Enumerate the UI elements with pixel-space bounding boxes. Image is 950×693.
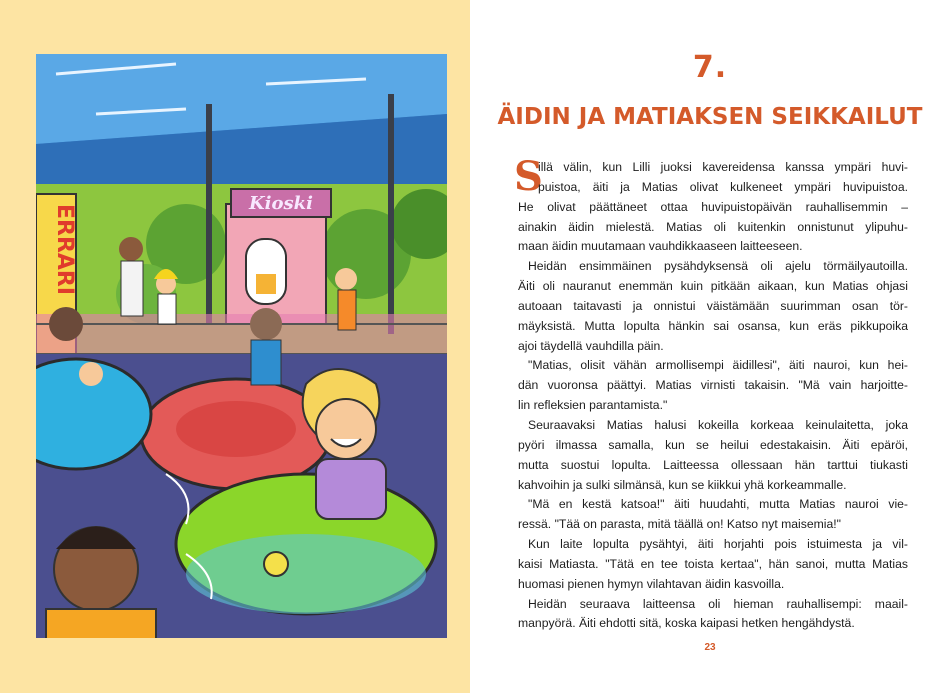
chapter-number: 7. (692, 50, 728, 85)
text-line: puistoa, äiti ja Matias olivat kulkeneet ympäri huvipuistoa. (538, 179, 908, 194)
drop-cap: S (514, 153, 543, 200)
text-line: pyöri ilmassa samalla, kun se heilui edestakaisin. Äiti epäröi, (518, 437, 908, 452)
text-line: manpyörä. Äiti ehdotti sitä, koska kaipasi hetken hengähdystä. (518, 616, 855, 631)
text-line: "Mä en kestä katsoa!" äiti huudahti, mutta Matias nauroi vie- (528, 497, 908, 512)
text-line: kahvoihin ja sulki silmänsä, kun se kiikkui yhä korkeammalle. (518, 477, 847, 492)
text-line: ressä. "Tää on parasta, mitä täällä on! Katso nyt maisemia!" (518, 517, 841, 532)
text-line: autoaan taitavasti ja onnistui väistämään suurimman osan tör- (518, 298, 908, 313)
text-line: mutta suostui lopulta. Laitteessa ollessaan hän tarttui tiukasti (518, 457, 908, 472)
illustration-art (36, 54, 447, 638)
text-line: dän vuoronsa päättyi. Matias virnisti takaisin. "Mä vain harjoitte- (518, 378, 908, 393)
chapter-body (518, 158, 908, 634)
bumper-cars-illustration (36, 54, 447, 638)
chapter-title: ÄIDIN JA MATIAKSEN SEIKKAILUT (497, 104, 923, 130)
right-page (470, 0, 950, 693)
ferrari-sign: ERRARI (52, 204, 77, 296)
text-line: Heidän seuraava laitteensa oli hieman rauhallisempi: maail- (528, 596, 908, 611)
text-line: "Matias, olisit vähän armollisempi äidillesi", äiti nauroi, kun hei- (528, 358, 908, 373)
text-line: ainakin äidin mielestä. Matias oli kuitenkin onnistunut ylipuhu- (518, 219, 908, 234)
text-line: Seuraavaksi Matias halusi kokeilla korkeaa keinulaitetta, joka (528, 417, 908, 432)
text-line: He olivat päättäneet ottaa huvipuistopäivän rauhallisemmin – (518, 199, 908, 214)
text-line: Kun laite lopulta pysähtyi, äiti horjahti pois istuimesta ja vil- (528, 537, 908, 552)
text-line: kaisi Matiasta. "Tätä en tee toista kertaa", hän sanoi, mutta Matias (518, 556, 908, 571)
page-number: 23 (704, 642, 716, 653)
text-line: Heidän ensimmäinen pysähdyksensä oli ajelu törmäilyautoilla. (528, 259, 908, 274)
text-line: Äiti oli nauranut enemmän kuin pitkään aikaan, kun Matias ohjasi (518, 279, 908, 294)
text-line: maan äidin muutamaan vauhdikkaaseen laitteeseen. (518, 239, 803, 254)
text-line: illä välin, kun Lilli juoksi kavereidensa kanssa ympäri huvi- (538, 160, 908, 174)
text-line: lin refleksien parantamista." (518, 398, 668, 413)
text-line: mäyksistä. Mutta lopulta hänkin sai osansa, kun eräs pikkupoika (518, 318, 908, 333)
text-line: ajoi täydellä vauhdilla päin. (518, 338, 664, 353)
kiosk-sign: Kioski (249, 193, 313, 214)
text-line: huomasi pienen hymyn vilahtavan äidin kasvoilla. (518, 576, 785, 591)
left-page (0, 0, 470, 693)
